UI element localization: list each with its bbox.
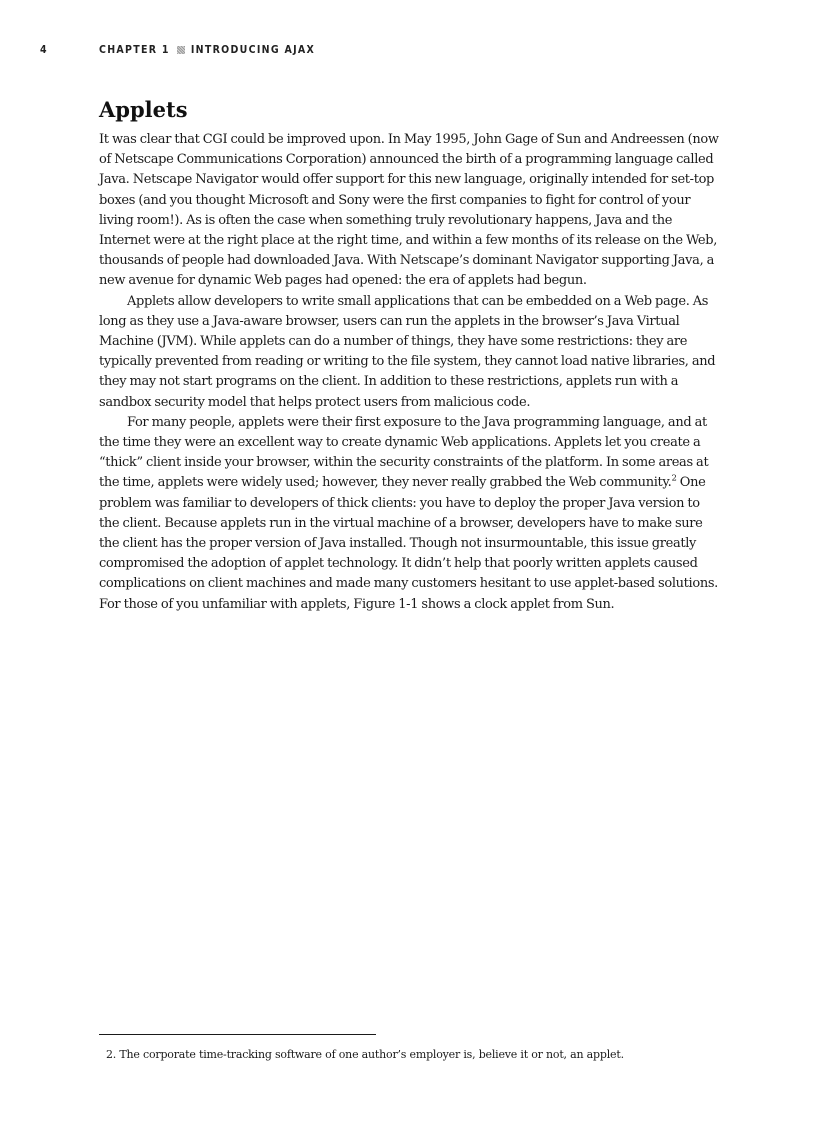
chapter-title: INTRODUCING AJAX — [190, 44, 316, 56]
running-header — [40, 44, 315, 56]
paragraph-text: For many people, applets were their first exposure to the Java programming language, and at the time they were an excellent way to create dynamic Web applications. Applets let you create a “thick” client inside your browser, within the security constraints of the platform. In some areas at the time, applets were widely used; however, they never really grabbed the Web community. — [99, 414, 709, 491]
section-heading: Applets — [99, 97, 188, 122]
paragraph: It was clear that CGI could be improved upon. In May 1995, John Gage of Sun and Andreessen (now of Netscape Communications Corporation) announced the birth of a programming language called Java. Netscape Navigator would offer support for this new language, originally intended for set-top boxes (and you thought Microsoft and Sony were the first companies to fight for control of your living room!). As is often the case when something truly revolutionary happens, Java and the Internet were at the right place at the right time, and within a few months of its release on the Web, thousands of people had downloaded Java. With Netscape’s dominant Navigator supporting Java, a new avenue for dynamic Web pages had opened: the era of applets had begun. — [99, 132, 719, 289]
paragraph — [99, 413, 723, 615]
paragraph-text: One problem was familiar to developers of thick clients: you have to deploy the proper Java version to the client. Because applets run in the virtual machine of a browser, developers have to make sure the client has the proper version of Java installed. Though not insurmountable, this issue greatly compromised the adoption of applet technology. It didn’t help that poorly written applets caused complications on client machines and made many customers hesitant to use applet-based solutions. For those of you unfamiliar with applets, Figure 1-1 shows a clock applet from Sun. — [99, 475, 718, 612]
page-number: 4 — [40, 44, 48, 56]
footnote-divider — [99, 1034, 376, 1035]
chapter-label: CHAPTER 1 — [99, 44, 170, 56]
hatched-square-separator-icon — [177, 46, 185, 54]
footnote-reference: 2 — [671, 474, 677, 485]
paragraph: Applets allow developers to write small applications that can be embedded on a Web page. As long as they use a Java-aware browser, users can run the applets in the browser’s Java Virtual Machine (JVM). While applets can do a number of things, they have some restrictions: they are typically prevented from reading or writing to the file system, they cannot load native libraries, and they may not start programs on the client. In addition to these restrictions, applets run with a sandbox security model that helps protect users from malicious code. — [99, 293, 716, 410]
footnote: 2. The corporate time-tracking software of one author’s employer is, believe it or not, an applet. — [106, 1048, 624, 1061]
body-text — [99, 130, 723, 615]
